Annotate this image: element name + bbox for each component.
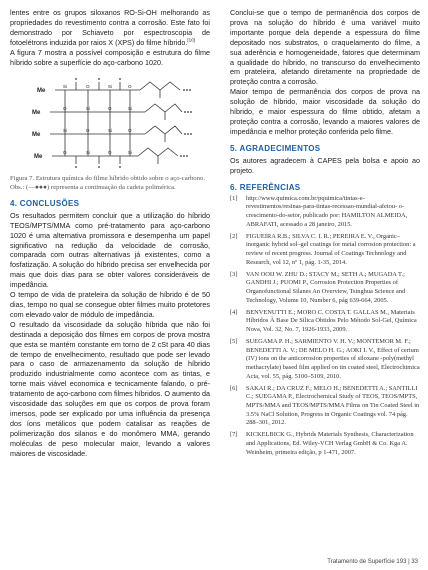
reference-item — [230, 233, 420, 268]
svg-text:Si: Si — [86, 150, 91, 156]
svg-text:O: O — [63, 106, 67, 112]
svg-text:O: O — [86, 128, 90, 134]
svg-text:O: O — [108, 150, 112, 156]
svg-text:Si: Si — [63, 128, 68, 134]
section-title-conclusoes: 4. CONCLUSÕES — [10, 198, 80, 208]
svg-text:Si: Si — [63, 84, 68, 90]
reference-number: [1] — [230, 194, 238, 202]
svg-text:O: O — [128, 128, 132, 134]
body-paragraph: Os autores agradecem à CAPES pela bolsa e apoio ao projeto. — [230, 155, 420, 175]
reference-number: [6] — [230, 384, 238, 392]
citation-ref: [10] — [187, 37, 195, 43]
reference-number: [5] — [230, 337, 238, 345]
svg-text:O: O — [128, 84, 132, 90]
figure-caption: Figura 7. Estrutura química do filme híbrido obtido sobre o aço-carbono. Obs.: (—●●●) representa a continuação da cadeia polimérica. — [10, 175, 206, 191]
methyl-label: Me — [32, 132, 41, 139]
reference-text: FIGUEIRA R.B.; SILVA C. I. R.; PEREIRA E. V., Organic–inorganic hybrid sol–gel coatings for metal corrosion protection: a review of recent progress. Journal of Coatings Technology and Research, vol 12, nº 1, pág. 1-35, 2014. — [246, 232, 416, 266]
reference-item — [230, 195, 420, 230]
reference-number: [7] — [230, 431, 238, 439]
reference-text: SAKAI R.; DA CRUZ F.; MELO H.; BENEDETTI A.; SANTILLI C.; SUEGAMA P., Electrochemical Study of TEOS, TEOS/MPTS, MPTS/MMA and TEOS/MPTS/MMA Films on Tin Coated Steel in 3.5% NaCl Solution, Progress in Organic Coatings vol. 74 pág. 288–301, 2012. — [246, 384, 420, 427]
reference-item — [230, 431, 420, 457]
svg-text:Si: Si — [128, 150, 133, 156]
body-paragraph — [10, 8, 210, 48]
reference-item — [230, 338, 420, 382]
body-paragraph: Conclui-se que o tempo de permanência dos corpos de prova na solução do híbrido é uma variável muito importante porque dela depende a espessura do filme depositado nos substratos, o craquelamento do filme, a sua aderência e homogeneidade, fatores que determinam a qualidade do híbrido, no transcurso do envelhecimento em prateleira, afetando diretamente na propriedade de proteção contra a corrosão. — [230, 8, 420, 87]
reference-number: [3] — [230, 270, 238, 278]
right-column — [230, 8, 420, 461]
figure-7-structure — [10, 72, 210, 172]
reference-text: BENVENUTTI E.; MORO C. COSTA T. GALLAS M., Materiais Híbridos À Base De Sílica Obtidos Pelo Método Sol-Gel, Química Nova, Vol. 32, No. 7, 1926-1933, 2009. — [246, 308, 417, 333]
body-paragraph: O resultado da viscosidade da solução híbrida que não foi destinada a deposição dos filmes em corpos de prova mostra que esta se mantém constante em torno de 2 cSt para 40 dias de tempo de envelhecimento, resultado que pode ser levado para o caso de armazenamento da solução de híbrido produzido industrialmente como acontece com as tintas, e torne mais viável economica e tecnicamente falando, o pré-tratamento de aço-carbono com filmes híbridos. O aumento da viscosidade das soluções em que os corpos de prova foram imersos, pode ser explicado por uma influência da presença dos íons metálicos que podem catalisar as reações de polimerização dos silanos e do monômero MMA, gerando moléculas de peso molecular maior, levando a valores maiores de viscosidade. — [10, 319, 210, 458]
reference-list — [230, 195, 420, 458]
svg-text:Si: Si — [108, 84, 113, 90]
svg-text:O: O — [86, 84, 90, 90]
reference-text: http://www.quimica.com.br/pquimica/tintas-e-revestimentos/resinas-para-tintas-recessao-mundial-afetou- o-crescimento-do-setor, publicado por: HAMILTON ALMEIDA, ABRAFATI, acessado a 28 janeiro, 2015. — [246, 194, 408, 228]
section-title-agradecimentos: 5. AGRADECIMENTOS — [230, 143, 321, 153]
reference-item — [230, 385, 420, 429]
hybrid-structure-diagram — [10, 72, 210, 172]
section-title-referencias: 6. REFERÊNCIAS — [230, 182, 301, 192]
body-paragraph: Maior tempo de permanência dos corpos de prova na solução de híbrido, maior viscosidade da solução do híbrido, e maior espessura do filme obtido, afetam a proteção contra a corrosão, levando a maiores valores de impedância e melhor proteção conferida pelo filme. — [230, 87, 420, 136]
left-column — [10, 8, 210, 459]
methyl-label: Me — [32, 110, 41, 117]
svg-text:Si: Si — [108, 128, 113, 134]
reference-text: SUEGAMA P. H.; SARMIENTO V. H. V.; MONTEMOR M. F.; BENEDETTI A. V.; DE MELO H. G.; AOKI I. V., Effect of cerium (IV) ions on the anticorrosion properties of siloxane -poly(methyl methacrylate) based film applied on tin coated steel, Electrochimica Acta, vol. 55, pág. 5100–5109, 2010. — [246, 337, 420, 380]
svg-text:Si: Si — [128, 106, 133, 112]
methyl-label: Me — [37, 88, 46, 95]
body-paragraph: A figura 7 mostra a possível composição e estrutura do filme híbrido sobre a superfície do aço-carbono 1020. — [10, 47, 210, 67]
methyl-label: Me — [34, 154, 43, 161]
paragraph-text: lentes entre os grupos siloxanos RO-Si-OH melhorando as propriedades do revestimento contra a corrosão. Este fato foi demonstrado por Schiaveto por espectroscopia de fotoelétrons induzida por raios X (XPS) do filme híbrido. — [10, 8, 210, 47]
reference-text: KICKELBICK G., Hybrids Materials Synthesis, Characterization and Applications, Ed. Wiley-VCH Verlag GmbH & Co. Kga A. Weinheim, primeira edição, p 1-471, 2007. — [246, 431, 414, 456]
svg-text:O: O — [108, 106, 112, 112]
reference-text: VAN OOIJ W. ZHU D.; STACY M.; SETH A.; MUGADA T.; GANDHI J.; PUOMI P., Corrosion Protection Properties of Organofunctional Silanes An Overview, Tsinghua Science and Technology, Volume 10, Number 6, pág 639-664, 2005. — [246, 270, 406, 304]
svg-text:O: O — [63, 150, 67, 156]
reference-number: [4] — [230, 308, 238, 316]
body-paragraph: O tempo de vida de prateleira da solução de híbrido é de 50 dias, tempo no qual se consegue obter filmes muito protetores com elevado valor de módulo de impedância. — [10, 290, 210, 319]
reference-number: [2] — [230, 232, 238, 240]
reference-item — [230, 309, 420, 335]
reference-item — [230, 271, 420, 306]
body-paragraph: Os resultados permitem concluir que a utilização do híbrido TEOS/MPTS/MMA como pré-tratamento para aço-carbono 1020 é uma alternativa promissora e desempenha um papel significativo na redução da velocidade de corrosão, comparada com outras alternativas já existentes, como a fosfatização. A solução do híbrido precisa ser envelhecida por mais que dois dias para se obter valores consideráveis de impedância. — [10, 210, 210, 290]
svg-text:Si: Si — [86, 106, 91, 112]
page-footer: Tratamento de Superfície 193 | 33 — [327, 559, 418, 565]
